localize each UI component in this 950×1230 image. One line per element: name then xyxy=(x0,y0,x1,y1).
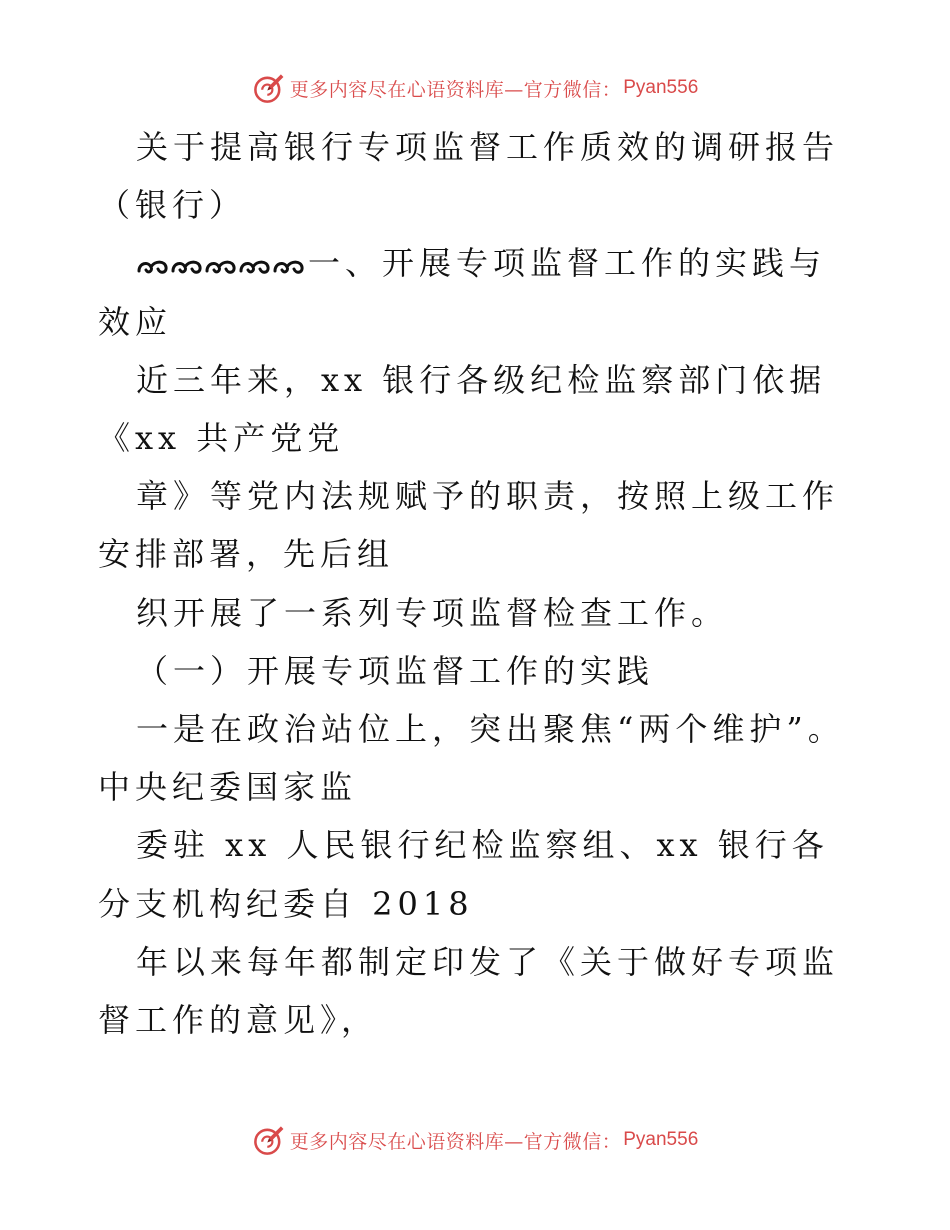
footer-banner xyxy=(0,1120,950,1160)
subsection-heading: （一）开展专项监督工作的实践 xyxy=(136,651,655,690)
body-paragraph: 委驻 xx 人民银行纪检监察组、xx 银行各分支机构纪委自 2018 xyxy=(98,826,829,923)
pen-logo-icon xyxy=(252,71,286,105)
section-heading-text: 一、开展专项监督工作的实践与效应 xyxy=(98,244,827,341)
section-heading xyxy=(98,234,853,350)
wechat-id: Pyan556 xyxy=(623,1129,699,1150)
pen-logo-icon xyxy=(252,1123,286,1157)
banner-text: 更多内容尽在心语资料库—官方微信： xyxy=(289,78,622,101)
ornament-icon xyxy=(272,257,305,277)
ornament-icon xyxy=(204,257,237,277)
ornament-icon xyxy=(238,257,271,277)
body-paragraph: 近三年来，xx 银行各级纪检监察部门依据《xx 共产党党 xyxy=(98,360,827,458)
body-paragraph: 织开展了一系列专项监督检查工作。 xyxy=(136,593,729,632)
ornament-row xyxy=(136,257,306,277)
header-banner xyxy=(0,68,950,108)
ornament-icon xyxy=(136,257,169,277)
document-body xyxy=(98,118,853,1049)
body-paragraph: 一是在政治站位上，突出聚焦“两个维护”。中央纪委国家监 xyxy=(98,710,845,807)
body-paragraph: 年以来每年都制定印发了《关于做好专项监督工作的意见》， xyxy=(98,942,840,1040)
document-title: 关于提高银行专项监督工作质效的调研报告（银行） xyxy=(98,128,840,225)
body-paragraph: 章》等党内法规赋予的职责，按照上级工作安排部署，先后组 xyxy=(98,477,840,574)
ornament-icon xyxy=(170,257,203,277)
wechat-id: Pyan556 xyxy=(623,77,699,98)
banner-text: 更多内容尽在心语资料库—官方微信： xyxy=(289,1130,622,1153)
